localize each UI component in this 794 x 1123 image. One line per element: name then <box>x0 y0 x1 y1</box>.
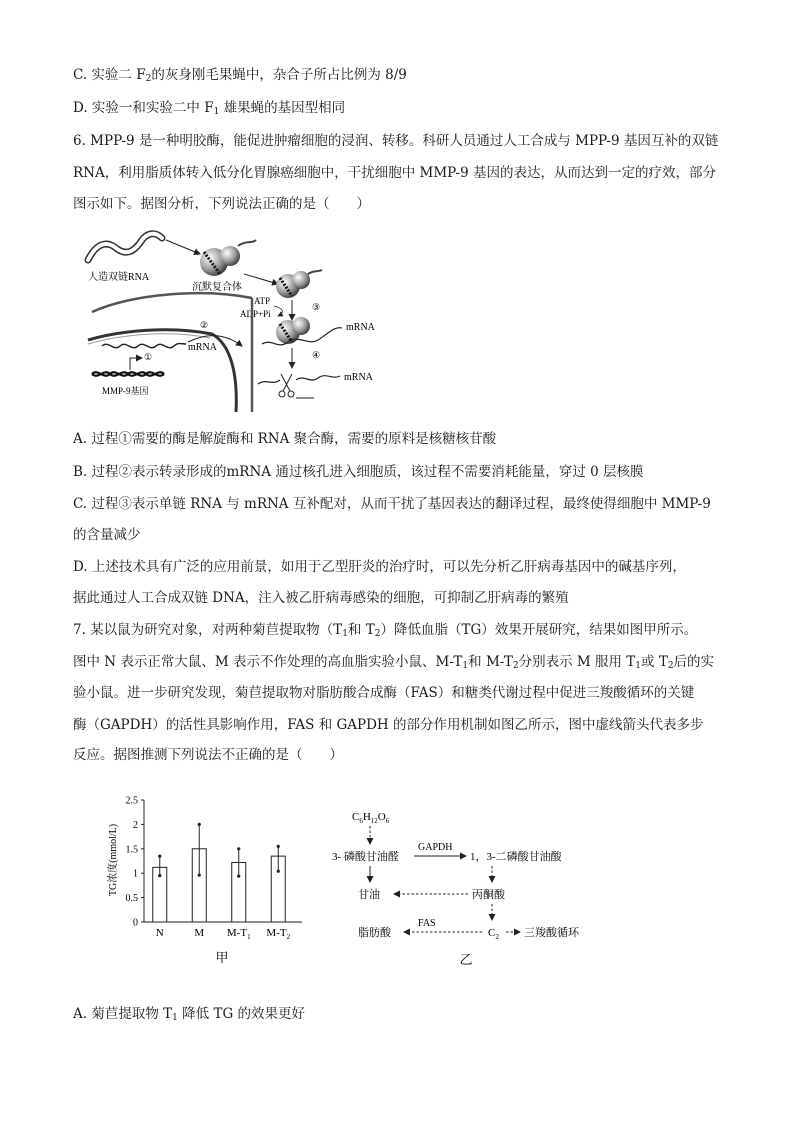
mrna-nucleus <box>102 344 186 348</box>
rnai-diagram <box>82 222 392 416</box>
q7-stem-line-3: 验小鼠。进一步研究发现，菊苣提取物对脂肪酸合成酶（FAS）和糖类代谢过程中促进三羧酸循环的关键 <box>73 685 695 701</box>
error-cap-upper-M <box>198 823 201 826</box>
y-tick-label: 2.5 <box>125 795 138 807</box>
gene-label: MMP-9基因 <box>102 386 149 396</box>
q7-stem-line-1: 7. 某以鼠为研究对象，对两种菊苣提取物（$T_1$和 $T_2$）降低血脂（TG）效果开展研究，结果如图甲所示。 <box>73 622 698 639</box>
pyruvate-label: 丙酮酸 <box>472 889 505 901</box>
step-3-label: ③ <box>312 302 321 312</box>
q7-option-a: A. 菊苣提取物 $T_1$ 降低 TG 的效果更好 <box>73 1006 306 1023</box>
arrow-step-1 <box>130 358 142 370</box>
y-tick-label: 0 <box>133 917 138 929</box>
x-tick-label-M-T2: $M-T_2$ <box>266 927 291 941</box>
q6-option-b: B. 过程②表示转录形成的mRNA 通过核孔进入细胞质，该过程不需要消耗能量，穿过 0 层核膜 <box>73 464 644 480</box>
q6-option-d-line-2: 据此通过人工合成双链 DNA，注入被乙肝病毒感染的细胞，可抑制乙肝病毒的繁殖 <box>73 590 569 606</box>
double-strand-rna-icon <box>88 234 162 260</box>
error-cap-upper-M-T1 <box>237 847 240 850</box>
error-cap-upper-N <box>158 855 161 858</box>
arrow-complex-activation <box>244 274 278 284</box>
mrna-fragment-2 <box>296 376 340 380</box>
q5-option-c: C. 实验二 $F_2$的灰身刚毛果蝇中，杂合子所占比例为 8/9 <box>73 67 407 84</box>
q6-stem-line-1: 6. MPP-9 是一种明胶酶，能促进肿瘤细胞的浸润、转移。科研人员通过人工合成与 MPP-9 基因互补的双链 <box>73 133 719 149</box>
q5-option-d: D. 实验一和实验二中 $F_1$ 雄果蝇的基因型相同 <box>73 100 346 117</box>
atp-adp-arrow <box>274 306 282 316</box>
silencing-complex-icon <box>200 240 256 276</box>
step-2-label: ② <box>200 320 209 330</box>
q7-stem-line-2: 图中 N 表示正常大鼠、M 表示不作处理的高血脂实验小鼠、$M-T_1$和 $M-T_2$分别表示 M 服用 $T_1$或 $T_2$后的实 <box>73 654 715 671</box>
g3p-label: 3- 磷酸甘油醛 <box>332 851 399 863</box>
error-cap-lower-M-T1 <box>237 875 240 878</box>
mrna-fragment-1 <box>258 380 280 384</box>
error-cap-lower-M-T2 <box>277 870 280 873</box>
fatty-acid-label: 脂肪酸 <box>358 927 391 939</box>
adp-label: ADP+Pi <box>240 309 271 319</box>
activated-complex-icon <box>276 270 322 298</box>
mrna-label-nucleus: mRNA <box>188 342 217 353</box>
x-tick-label-M: M <box>194 927 205 939</box>
y-tick-label: 0.5 <box>125 893 138 905</box>
pathway-title: 乙 <box>459 952 473 967</box>
dna-helix-icon <box>92 372 164 375</box>
q6-option-c-line-1: C. 过程③表示单链 RNA 与 mRNA 互补配对，从而干扰了基因表达的翻译过程，最终使得细胞中 MMP-9 <box>73 496 711 512</box>
q6-option-d-line-1: D. 上述技术具有广泛的应用前景，如用于乙型肝炎的治疗时，可以先分析乙肝病毒基因中的碱基序列， <box>73 559 686 575</box>
c2-label: $C_2$ <box>488 927 499 941</box>
error-cap-lower-M <box>198 874 201 877</box>
scissors-icon <box>279 374 294 397</box>
arrow-rna-to-complex <box>166 240 200 254</box>
pathway-diagram <box>330 808 610 972</box>
step-4-label: ④ <box>312 350 321 360</box>
q7-stem-line-5: 反应。据图推测下列说法不正确的是（ ） <box>73 747 343 763</box>
bpg-label: 1，3-二磷酸甘油酸 <box>470 851 562 863</box>
x-tick-label-N: N <box>155 927 164 939</box>
chart-y-axis-label: TG浓度(mmol/L) <box>108 823 119 897</box>
q6-stem-line-3: 图示如下。据图分析，下列说法正确的是（ ） <box>73 196 370 212</box>
tg-bar-chart <box>100 790 310 970</box>
cell-membrane <box>92 293 252 312</box>
y-tick-label: 1.5 <box>125 844 138 856</box>
artificial-rna-label: 人造双链RNA <box>88 272 150 283</box>
mrna-label-bound: mRNA <box>346 322 375 333</box>
error-cap-upper-M-T2 <box>277 845 280 848</box>
q6-option-c-line-2: 的含量减少 <box>73 527 141 543</box>
atp-label: ATP <box>254 296 271 306</box>
fas-label: FAS <box>418 918 436 929</box>
error-cap-lower-N <box>158 874 161 877</box>
chart-title: 甲 <box>215 950 229 965</box>
gapdh-label: GAPDH <box>418 842 453 853</box>
mrna-label-cleaved: mRNA <box>344 372 373 383</box>
glycerol-label: 甘油 <box>358 889 380 901</box>
tca-label: 三羧酸循环 <box>524 927 579 939</box>
glucose-label: $C_6H_{12}O_6$ <box>352 811 390 825</box>
q6-stem-line-2: RNA，利用脂质体转入低分化胃腺癌细胞中，干扰细胞中 MMP-9 基因的表达，从而达到一定的疗效，部分 <box>73 165 716 181</box>
y-tick-label: 1 <box>133 868 138 880</box>
q6-option-a: A. 过程①需要的酶是解旋酶和 RNA 聚合酶，需要的原料是核糖核苷酸 <box>73 431 497 447</box>
y-tick-label: 2 <box>133 819 138 831</box>
q7-stem-line-4: 酶（GAPDH）的活性具影响作用，FAS 和 GAPDH 的部分作用机制如图乙所示，图中虚线箭头代表多步 <box>73 717 704 733</box>
step-1-label: ① <box>144 352 153 362</box>
x-tick-label-M-T1: $M-T_1$ <box>226 927 251 941</box>
silencing-complex-label: 沉默复合体 <box>192 282 242 293</box>
